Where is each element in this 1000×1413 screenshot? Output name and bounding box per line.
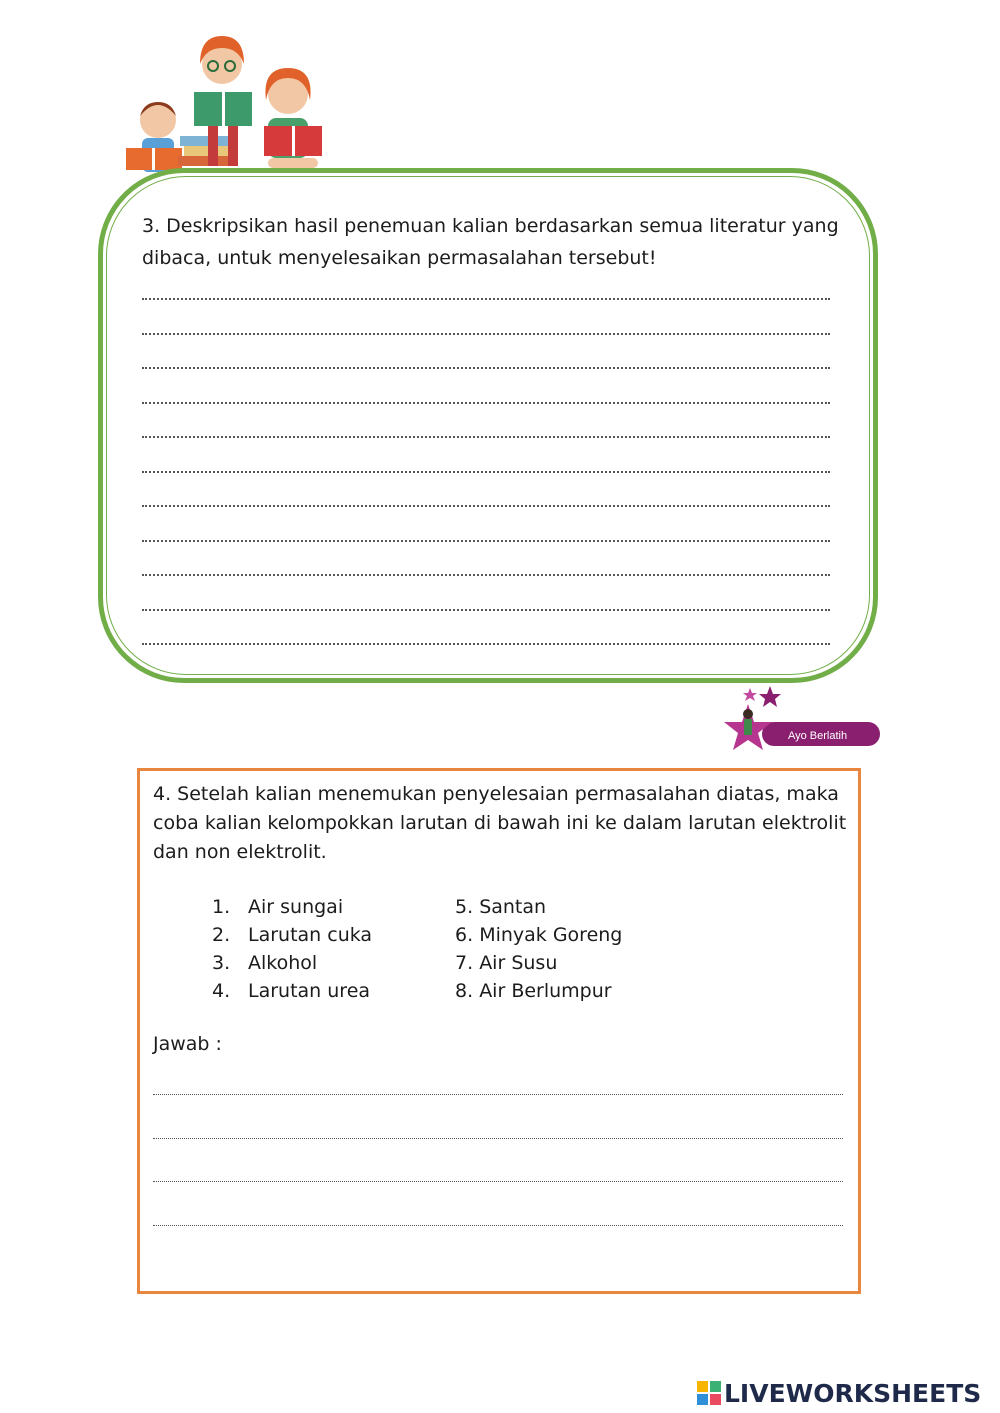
list-item: 3. Alkohol	[212, 952, 318, 974]
logo-text: LIVEWORKSHEETS	[724, 1378, 982, 1408]
answer-line[interactable]	[142, 469, 830, 473]
ayo-berlatih-badge	[722, 684, 882, 764]
question-3-text: 3. Deskripsikan hasil penemuan kalian berdasarkan semua literatur yang dibaca, untuk menyelesaikan permasalahan tersebut!	[142, 215, 839, 269]
list-item: 5. Santan	[455, 896, 547, 918]
solution-list-left	[212, 893, 372, 1005]
list-item: 8. Air Berlumpur	[455, 980, 612, 1002]
star-icon	[743, 688, 757, 701]
star-icon	[759, 686, 781, 707]
answer-line[interactable]	[153, 1136, 843, 1139]
answer-line[interactable]	[142, 434, 830, 438]
question-4-text: 4. Setelah kalian menemukan penyelesaian permasalahan diatas, maka coba kalian kelompokkan larutan di bawah ini ke dalam larutan elektrolit dan non elektrolit.	[153, 783, 847, 863]
question-4-answer-area[interactable]	[153, 1092, 843, 1266]
question-3-answer-area[interactable]	[142, 296, 830, 676]
answer-line[interactable]	[142, 538, 830, 542]
liveworksheets-logo-icon	[697, 1381, 721, 1405]
answer-line[interactable]	[142, 641, 830, 645]
answer-line[interactable]	[142, 331, 830, 335]
list-item: 2. Larutan cuka	[212, 924, 373, 946]
answer-line[interactable]	[142, 400, 830, 404]
solution-list-right	[455, 893, 622, 1005]
answer-line[interactable]	[153, 1092, 843, 1095]
list-item: 7. Air Susu	[455, 952, 558, 974]
answer-line[interactable]	[142, 503, 830, 507]
badge-label: Ayo Berlatih	[788, 730, 848, 742]
answer-line[interactable]	[142, 572, 830, 576]
answer-line[interactable]	[153, 1179, 843, 1182]
liveworksheets-logo[interactable]	[697, 1375, 981, 1411]
answer-line[interactable]	[142, 296, 830, 300]
list-item: 4. Larutan urea	[212, 980, 371, 1002]
children-reading-illustration	[118, 30, 338, 180]
answer-line[interactable]	[142, 365, 830, 369]
list-item: 6. Minyak Goreng	[455, 924, 623, 946]
answer-line[interactable]	[142, 607, 830, 611]
answer-label: Jawab :	[153, 1033, 222, 1055]
list-item: 1. Air sungai	[212, 896, 344, 918]
answer-line[interactable]	[153, 1223, 843, 1226]
